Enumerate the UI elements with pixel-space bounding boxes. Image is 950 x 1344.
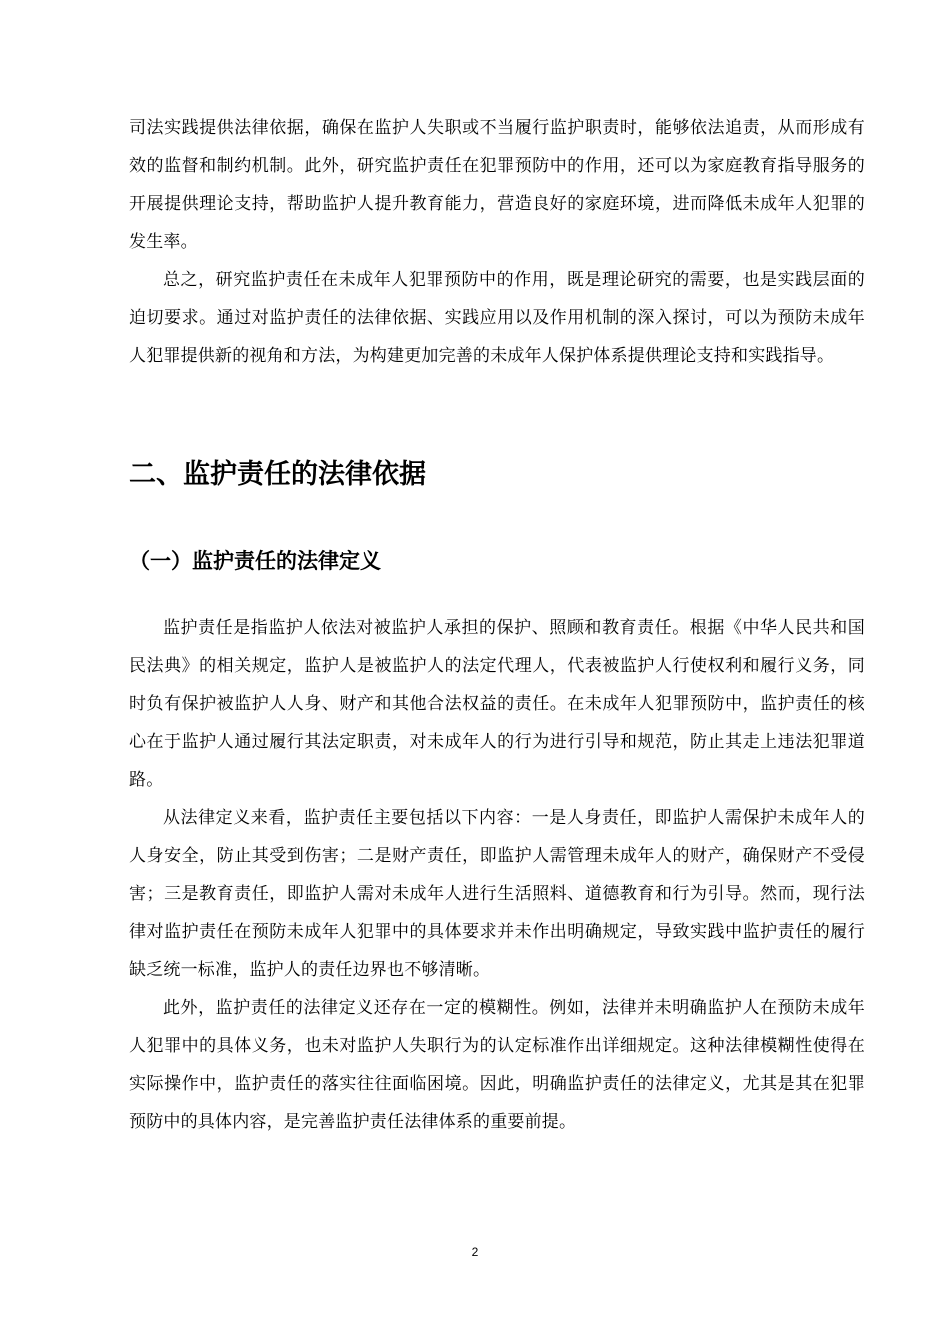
paragraph: 从法律定义来看，监护责任主要包括以下内容：一是人身责任，即监护人需保护未成年人的人身安全，防止其受到伤害；二是财产责任，即监护人需管理未成年人的财产，确保财产不受侵害；三是教育责任，即监护人需对未成年人进行生活照料、道德教育和行为引导。然而，现行法律对监护责任在预防未成年人犯罪中的具体要求并未作出明确规定，导致实践中监护责任的履行缺乏统一标准，监护人的责任边界也不够清晰。 <box>129 808 865 980</box>
paragraph: 总之，研究监护责任在未成年人犯罪预防中的作用，既是理论研究的需要，也是实践层面的迫切要求。通过对监护责任的法律依据、实践应用以及作用机制的深入探讨，可以为预防未成年人犯罪提供新的视角和方法，为构建更加完善的未成年人保护体系提供理论支持和实践指导。 <box>129 270 865 366</box>
subsection-heading: （一）监护责任的法律定义 <box>129 549 381 573</box>
paragraph: 司法实践提供法律依据，确保在监护人失职或不当履行监护职责时，能够依法追责，从而形成有效的监督和制约机制。此外，研究监护责任在犯罪预防中的作用，还可以为家庭教育指导服务的开展提供理论支持，帮助监护人提升教育能力，营造良好的家庭环境，进而降低未成年人犯罪的发生率。 <box>129 118 865 252</box>
subsection-body <box>129 609 865 1141</box>
paragraph: 监护责任是指监护人依法对被监护人承担的保护、照顾和教育责任。根据《中华人民共和国民法典》的相关规定，监护人是被监护人的法定代理人，代表被监护人行使权利和履行义务，同时负有保护被监护人人身、财产和其他合法权益的责任。在未成年人犯罪预防中，监护责任的核心在于监护人通过履行其法定职责，对未成年人的行为进行引导和规范，防止其走上违法犯罪道路。 <box>129 618 865 790</box>
continuation-text <box>129 109 865 375</box>
section-heading: 二、监护责任的法律依据 <box>129 459 426 490</box>
paragraph: 此外，监护责任的法律定义还存在一定的模糊性。例如，法律并未明确监护人在预防未成年人犯罪中的具体义务，也未对监护人失职行为的认定标准作出详细规定。这种法律模糊性使得在实际操作中，监护责任的落实往往面临困境。因此，明确监护责任的法律定义，尤其是其在犯罪预防中的具体内容，是完善监护责任法律体系的重要前提。 <box>129 998 865 1132</box>
page-number: 2 <box>471 1245 479 1259</box>
